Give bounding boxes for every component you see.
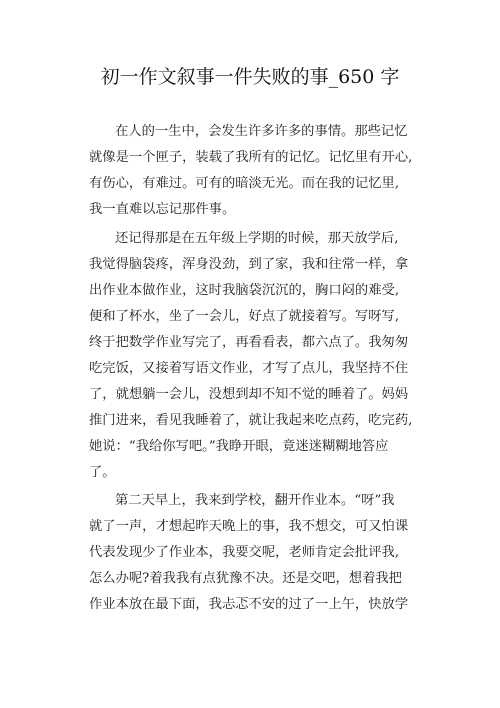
text-line: 她说：“我给你写吧。”我睁开眼，竟迷迷糊糊地答应 <box>89 439 389 454</box>
text-line: 代表发现少了作业本，我要交呢，老师肯定会批评我, <box>89 545 400 560</box>
text-line: 终于把数学作业写完了，再看看表，都六点了。我匆匆 <box>89 335 409 350</box>
text-line: 作业本放在最下面，我忐忑不安的过了一上午，快放学 <box>89 597 409 612</box>
text-line: 我觉得脑袋疼，浑身没劲，到了家，我和往常一样，拿 <box>89 257 409 272</box>
text-line: 了，就想躺一会儿，没想到却不知不觉的睡着了。妈妈 <box>89 387 409 402</box>
text-line: 吃完饭，又接着写语文作业，才写了点儿，我坚持不住 <box>89 361 409 376</box>
text-line: 怎么办呢?着我我有点犹豫不决。还是交吧，想着我把 <box>89 571 402 586</box>
text-line: 在人的一生中，会发生许多许多的事情。那些记忆 <box>115 124 408 139</box>
text-line: 还记得那是在五年级上学期的时候，那天放学后, <box>115 231 399 246</box>
text-line: 推门进来，看见我睡着了，就让我起来吃点药，吃完药, <box>89 413 413 428</box>
text-line: 便和了杯水，坐了一会儿，好点了就接着写。写呀写, <box>89 309 400 324</box>
text-line: 我一直难以忘记那件事。 <box>89 202 236 217</box>
text-line: 出作业本做作业，这时我脑袋沉沉的，胸口闷的难受, <box>89 283 400 298</box>
text-line: 有伤心，有难过。可有的暗淡无光。而在我的记忆里, <box>89 176 400 191</box>
text-line: 就像是一个匣子，装载了我所有的记忆。记忆里有开心, <box>89 150 413 165</box>
text-line: 就了一声，才想起昨天晚上的事，我不想交，可又怕课 <box>89 519 409 534</box>
text-line: 了。 <box>89 465 116 480</box>
page-title: 初一作文叙事一件失败的事_650 字 <box>100 66 400 88</box>
text-line: 第二天早上，我来到学校，翻开作业本。“呀”我 <box>115 493 395 508</box>
